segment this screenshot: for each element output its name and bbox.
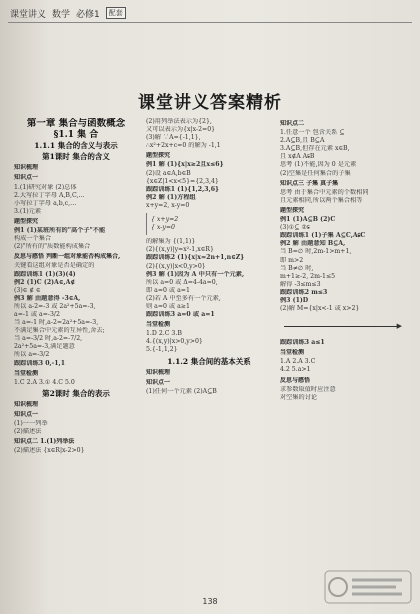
- equation-line: { x+y=2: [151, 216, 179, 224]
- answer-line: (2)解 M={x|x<-1 或 x>2}: [280, 305, 360, 313]
- answer-line: 当 a=-1 时,a-2=2a²+5a=-3,: [14, 319, 99, 327]
- answer-line: 对空集的讨论: [280, 393, 318, 401]
- answer-line: a=-1 或 a=-3/2: [14, 310, 60, 318]
- answer-line: 跟踪训练1 (1)子集 A⊆C,A⫋C: [280, 232, 366, 240]
- header-badge: 配套: [106, 7, 126, 19]
- answer-line: (2)描述法 {x∈R|x-2>0}: [14, 447, 85, 455]
- answer-line: 1.(1)研究对象 (2)总体: [14, 183, 77, 191]
- block-heading: 当堂检测: [14, 369, 39, 377]
- block-heading: 知识点一: [146, 378, 171, 386]
- block-heading: 反思与感悟 判断一组对象能否构成集合,: [14, 253, 121, 261]
- answer-line: 跟踪训练1 (1)(3)(4): [14, 270, 76, 278]
- answer-line: (2){(x,y)|y=x²-1,x∈R}: [146, 246, 214, 254]
- answer-column-1: [14, 118, 138, 586]
- answer-line: 2.A⊆B,且 B⊆A: [280, 137, 325, 145]
- block-heading: 知识梳理: [14, 400, 39, 408]
- answer-line: 小写拉丁字母 a,b,c,…: [14, 199, 77, 207]
- answer-line: (1)任何一个元素 (2)A⊆B: [146, 387, 217, 395]
- answer-line: 跟踪训练2 m≤3: [280, 288, 328, 296]
- answer-line: (2)描述法: [14, 428, 42, 436]
- number-line-rule: [284, 326, 398, 327]
- block-heading: 知识点一: [14, 411, 39, 418]
- chapter-heading: 第一章 集合与函数概念: [26, 118, 126, 129]
- column-3-lines-top: [280, 120, 408, 313]
- answer-line: 5.{-1,1,2}: [146, 346, 178, 354]
- answer-line: 解得 -3≤m≤3: [280, 280, 321, 288]
- answer-line: 例1 (1)某班所有的"高个子"不能: [14, 227, 106, 235]
- answer-line: (2)"所有的"质数能构成集合: [14, 243, 91, 251]
- column-2-lines-top: [146, 118, 272, 210]
- answer-line: 的解集为 {(1,1)}: [146, 238, 196, 246]
- answer-line: 例1 (1)A⊆B (2)C: [280, 216, 336, 224]
- block-heading: 知识梳理: [146, 368, 171, 376]
- answer-line: 构成一个集合: [14, 235, 52, 243]
- block-heading: 知识点一: [14, 174, 39, 182]
- answer-line: 当 B≠∅ 时,: [280, 264, 314, 272]
- answer-line: {x∈Z|1<x<5}={2,3,4}: [146, 177, 219, 185]
- answer-line: m+1≥-2, 2m-1≤5: [280, 272, 336, 280]
- answer-line: ∴x²+2x+c=0 的解为 -1,1: [146, 142, 221, 150]
- answer-line: 跟踪训练3 a=0 或 a=1: [146, 311, 215, 319]
- answer-line: 思考 由于集合中元素的个数相同: [280, 188, 369, 196]
- header-series: 课堂讲义: [10, 9, 47, 20]
- answer-line: 例2 解 (1)方程组: [146, 193, 196, 201]
- answer-line: (3)∈ ∉ ∈: [14, 286, 41, 294]
- answer-line: 3.A⊆B,但存在元素 x∈B,: [280, 145, 350, 153]
- answer-line: 例2 解 由题意知 B⊆A,: [280, 240, 346, 248]
- answer-line: 且元素相同,所以两个集合相等: [280, 196, 363, 204]
- block-heading: 题型探究: [280, 206, 305, 214]
- answer-line: (2){(x,y)|x<0,y>0}: [146, 262, 206, 270]
- block-heading: 知识点二: [280, 120, 305, 127]
- block-heading: 知识梳理: [14, 164, 39, 172]
- answer-line: 即 m>2: [280, 256, 304, 264]
- lesson-heading: 1.1.2 集合间的基本关系: [167, 356, 251, 366]
- answer-line: 例3 解 由题意得 -3∈A,: [14, 294, 81, 302]
- column-2-lines-bottom: [146, 238, 272, 396]
- answer-line: 当 B=∅ 时,2m-1>m+1,: [280, 248, 352, 256]
- block-heading: 当堂检测: [146, 321, 171, 329]
- answer-column-2: [146, 118, 272, 586]
- equation-line: { x-y=0: [151, 224, 175, 232]
- answer-line: 2.大写拉丁字母 A,B,C,…: [14, 191, 85, 199]
- answer-line: (3)解 ∵A={-1,1},: [146, 134, 201, 142]
- answer-line: x+y=2, x-y=0: [146, 201, 190, 209]
- answer-line: 例3 (1)D: [280, 296, 309, 304]
- lesson-heading: 第1课时 集合的含义: [42, 152, 110, 162]
- lesson-heading: 第2课时 集合的表示: [42, 388, 110, 398]
- answer-line: 即 a=0 或 a=1: [146, 286, 190, 294]
- header-volume: 必修1: [76, 9, 100, 20]
- arrow-right-icon: ▶: [396, 322, 402, 331]
- answer-line: 关键看这组对象是否是确定的: [14, 262, 95, 270]
- answer-line: 又可以表示为{x|x-2=0}: [146, 126, 216, 134]
- answer-line: 4.{(x,y)|x>0,y>0}: [146, 338, 203, 346]
- answer-line: 2a²+5a=-3,满足题意: [14, 343, 75, 351]
- answer-line: 1.C 2.A 3.① 4.C 5.0: [14, 378, 75, 386]
- running-header: [10, 6, 126, 20]
- header-divider: [8, 22, 412, 23]
- answer-line: 则 a=0 或 a≥1: [146, 302, 190, 310]
- answer-line: 1.任意一个 包含关系 ⊆: [280, 129, 345, 137]
- page-number: 138: [202, 597, 218, 606]
- answer-line: 跟踪训练3 0,-1,1: [14, 359, 66, 367]
- watermark-logo-icon: [324, 570, 412, 604]
- answer-line: 所以 a=0 或 Δ=4-4a=0,: [146, 278, 218, 286]
- block-heading: 题型探究: [14, 217, 39, 225]
- answer-line: 1.D 2.C 3.B: [146, 330, 182, 338]
- answer-line: 不满足集合中元素的互异性,舍去;: [14, 327, 105, 335]
- number-line-figure: [280, 317, 408, 335]
- header-subject: 数学: [52, 9, 71, 20]
- answer-line: 3.(1)元素: [14, 207, 42, 215]
- page-title: 课堂讲义答案精析: [138, 93, 282, 113]
- column-1-lines: [14, 164, 138, 455]
- block-heading: 题型探究: [146, 152, 171, 160]
- answer-column-3: [280, 118, 408, 586]
- answer-line: 例3 解 (1)因为 A 中只有一个元素,: [146, 270, 245, 278]
- answer-line: 跟踪训练2 (1){x|x=2n+1,n∈Z}: [146, 254, 245, 262]
- answer-line: (2)设 a∈A,b∈B: [146, 169, 191, 177]
- section-heading: §1.1 集 合: [53, 130, 99, 141]
- answer-line: 当 a=-3/2 时,a-2=-7/2,: [14, 335, 83, 343]
- equation-system: [146, 213, 272, 235]
- column-3-lines-bottom: [280, 339, 408, 402]
- block-heading: 当堂检测: [280, 349, 305, 357]
- answer-line: 所以 a=-3/2: [14, 351, 50, 359]
- answer-line: 且 x∉A A⫋B: [280, 153, 315, 161]
- answer-line: 跟踪训练3 a≤1: [280, 339, 325, 347]
- answer-line: 跟踪训练1 (1){1,2,3,6}: [146, 185, 220, 193]
- answer-line: 1.A 2.A 3.C: [280, 358, 316, 366]
- block-heading: 知识点三 子集 真子集: [280, 179, 339, 187]
- answer-line: (2)空集是任何集合的子集: [280, 169, 351, 177]
- subsection-heading: 1.1.1 集合的含义与表示: [34, 141, 118, 151]
- answer-line: (3)①⊆ ②⫋: [280, 224, 310, 232]
- answer-line: 所以 a-2=-3 或 2a²+5a=-3,: [14, 302, 96, 310]
- block-heading: 知识点二 1.(1)列举法: [14, 438, 75, 446]
- answer-line: 思考 (1)不能,因为 0 是元素: [280, 161, 357, 169]
- answer-line: 例2 (1)C (2)A∈,A∉: [14, 278, 75, 286]
- answer-line: (2)用列举法表示为{2},: [146, 118, 212, 125]
- answer-line: 4.2 5.a>1: [280, 366, 311, 374]
- answer-line: 求参数取值时应注意: [280, 385, 336, 393]
- block-heading: 反思与感悟: [280, 376, 311, 384]
- answer-line: (1)一一列举: [14, 420, 48, 428]
- answer-line: (2)若 A 中至多有一个元素,: [146, 294, 221, 302]
- answer-line: 例1 解 (1){x|x≥2且x≤6}: [146, 161, 224, 169]
